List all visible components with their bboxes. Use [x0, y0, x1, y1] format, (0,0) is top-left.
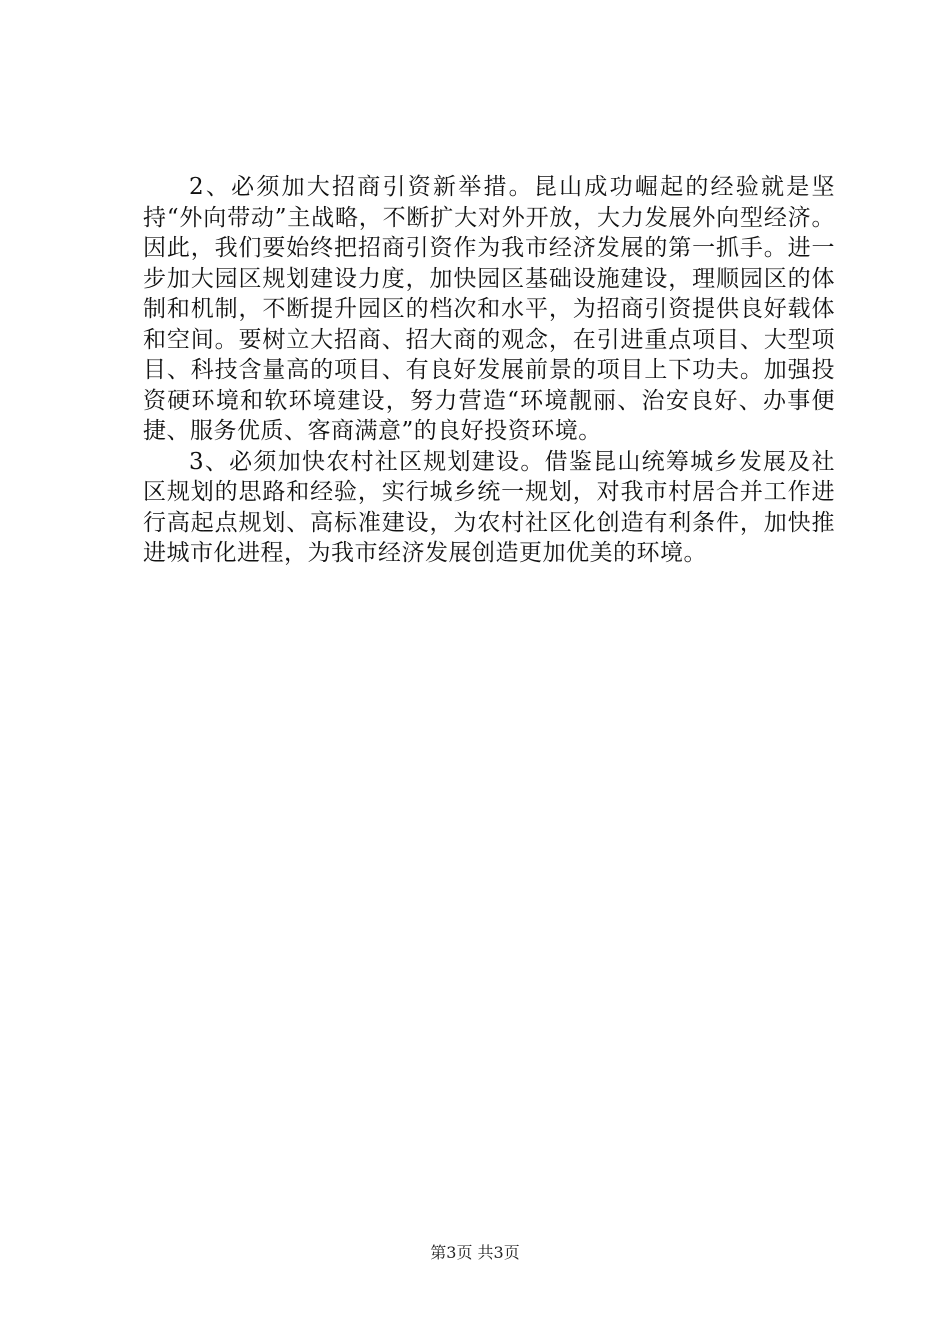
paragraph-rural-community: 3、必须加快农村社区规划建设。借鉴昆山统筹城乡发展及社区规划的思路和经验，实行城乡统一规划，对我市村居合并工作进行高起点规划、高标准建设，为农村社区化创造有利条件，加快推进城市化进程，为我市经济发展创造更加优美的环境。: [143, 448, 835, 566]
page-footer: 第3页 共3页: [430, 1243, 520, 1262]
paragraph-investment: 2、必须加大招商引资新举措。昆山成功崛起的经验就是坚持“外向带动”主战略，不断扩大对外开放，大力发展外向型经济。因此，我们要始终把招商引资作为我市经济发展的第一抓手。进一步加大园区规划建设力度，加快园区基础设施建设，理顺园区的体制和机制，不断提升园区的档次和水平，为招商引资提供良好载体和空间。要树立大招商、招大商的观念，在引进重点项目、大型项目、科技含量高的项目、有良好发展前景的项目上下功夫。加强投资硬环境和软环境建设，努力营造“环境靓丽、治安良好、办事便捷、服务优质、客商满意”的良好投资环境。: [143, 174, 835, 444]
document-body: [143, 172, 835, 569]
